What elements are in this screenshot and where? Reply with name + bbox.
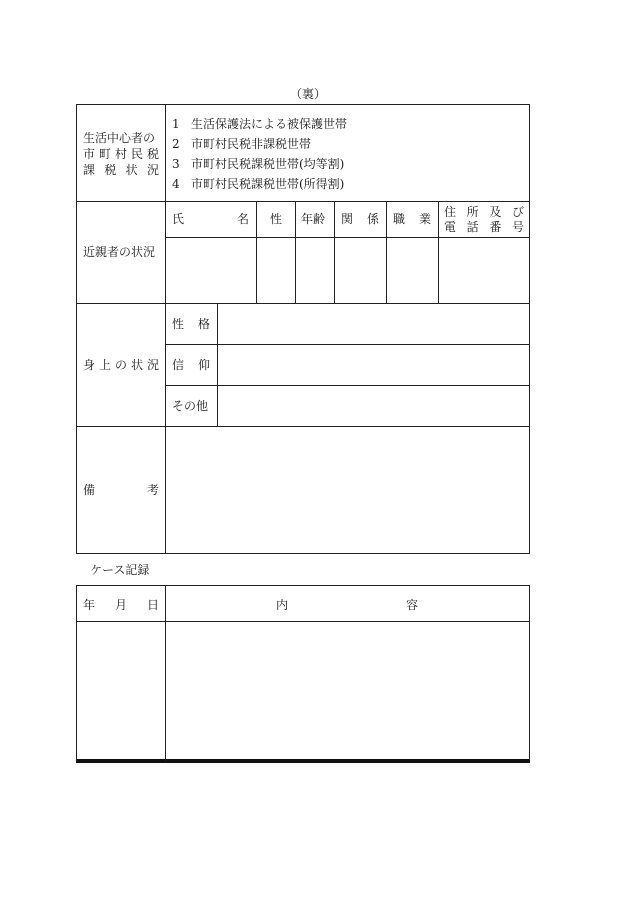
table-border (529, 104, 530, 554)
tax-status-label-line1: 生活中心者の (83, 131, 156, 145)
col-address: 住 所 及 び (444, 205, 524, 219)
option-text: 市町村民税課税世帯(均等割) (191, 157, 345, 171)
table-border (334, 201, 335, 304)
table-border (438, 201, 439, 304)
col-year: 年 (83, 598, 96, 612)
table-border (165, 344, 530, 345)
col-job: 職 業 (393, 212, 431, 226)
remarks-label-2: 考 (147, 483, 160, 497)
table-border (76, 104, 530, 105)
table-border (76, 585, 530, 586)
col-phone: 電 話 番 号 (444, 220, 524, 234)
option-number: 3 (172, 157, 180, 171)
col-day: 日 (147, 598, 160, 612)
table-border (386, 201, 387, 304)
case-date-field[interactable] (77, 622, 165, 758)
personal-row-other: その他 (172, 399, 209, 413)
page-side-label: （裏） (290, 87, 327, 101)
table-border (295, 201, 296, 304)
table-border (76, 303, 530, 304)
col-relation: 関 係 (341, 212, 379, 226)
table-border (529, 585, 530, 761)
tax-status-label-line3: 課 税 状 況 (83, 163, 159, 177)
personal-row-religion: 信 仰 (172, 358, 210, 372)
option-text: 生活保護法による被保護世帯 (191, 117, 348, 131)
col-name-second: 名 (237, 212, 250, 226)
personal-row-personality: 性 格 (172, 317, 210, 331)
col-age: 年齢 (301, 212, 326, 226)
col-month: 月 (115, 598, 128, 612)
case-record-title: ケース記録 (90, 563, 150, 577)
table-border (256, 201, 257, 304)
col-content-2: 容 (406, 598, 419, 612)
personal-label: 身 上 の 状 況 (83, 358, 159, 372)
remarks-field[interactable] (166, 427, 529, 553)
table-border (165, 385, 530, 386)
option-number: 2 (172, 137, 180, 151)
col-content-1: 内 (276, 598, 289, 612)
case-content-field[interactable] (166, 622, 529, 758)
table-border (76, 104, 77, 554)
table-border (76, 553, 530, 554)
col-name-first: 氏 (172, 212, 185, 226)
relatives-label: 近親者の状況 (83, 245, 156, 259)
table-border (76, 201, 530, 202)
table-border (165, 237, 530, 238)
option-text: 市町村民税非課税世帯 (191, 137, 312, 151)
table-border-thick (76, 759, 530, 763)
table-border (217, 303, 218, 427)
option-text: 市町村民税課税世帯(所得割) (191, 177, 345, 191)
option-number: 4 (172, 177, 180, 191)
tax-status-label-line2: 市 町 村 民 税 (83, 147, 159, 161)
option-number: 1 (172, 117, 180, 131)
remarks-label-1: 備 (83, 483, 96, 497)
col-sex: 性 (270, 212, 283, 226)
